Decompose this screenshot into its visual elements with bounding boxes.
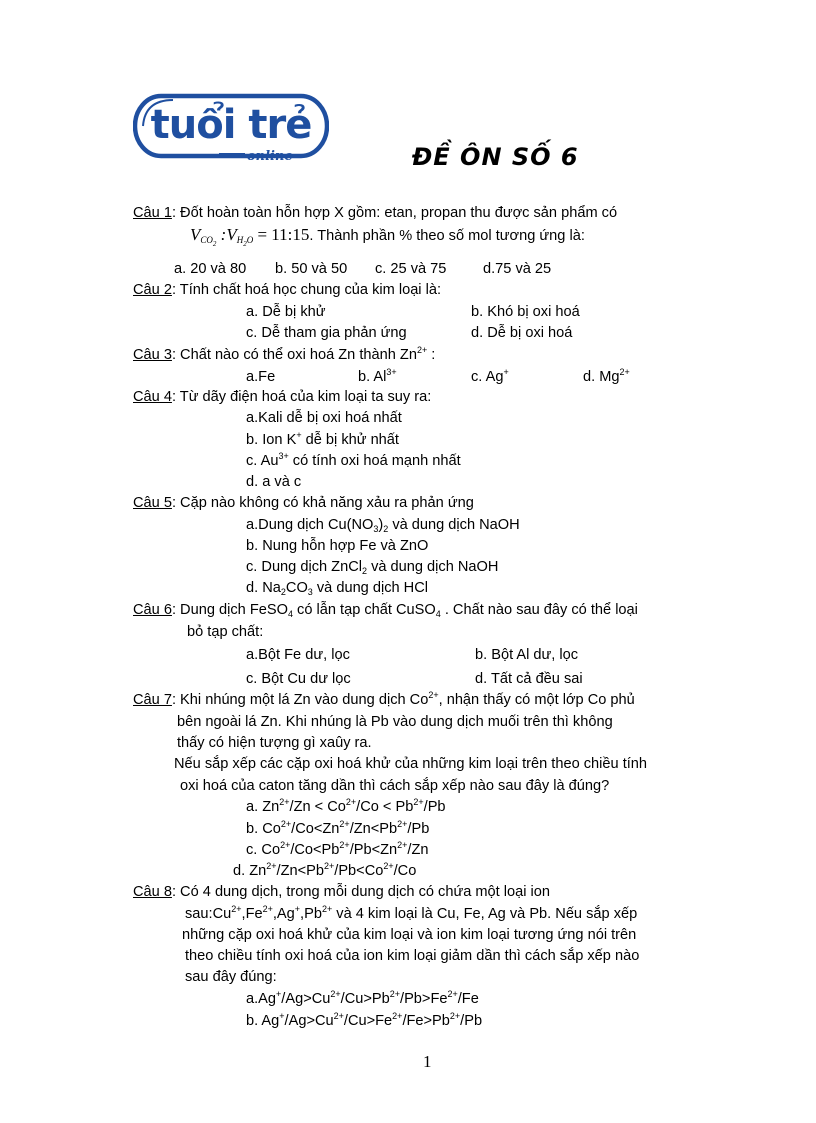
q1-ratio: 11:15 xyxy=(271,225,310,244)
q4-stem: Câu 4: Từ dãy điện hoá của kim loại ta suy ra: xyxy=(133,389,432,405)
q6-option-c: c. Bột Cu dư lọc xyxy=(246,671,351,687)
q3-option-d: d. $Mg^{2+}$ xyxy=(583,367,630,385)
q8-stem-line5: sau đây đúng: xyxy=(185,969,277,985)
q7-stem-line3: thấy có hiện tượng gì xaûy ra. xyxy=(177,735,372,751)
q2-option-a: a. Dễ bị khử xyxy=(246,304,326,320)
q3-stem: Câu 3: Chất nào có thể oxi hoá Zn thành $Zn^{2+}$ : xyxy=(133,345,436,363)
q2-option-d: d. Dễ bị oxi hoá xyxy=(471,325,573,341)
q8-option-a: $a.Ag^+/Ag>Cu^{2+}/Cu>Pb^{2+}/Pb>Fe^{2+}/Fe$ xyxy=(246,989,479,1007)
q3-option-b: b. $Al^{3+}$ xyxy=(358,367,397,385)
q6-option-b: b. Bột Al dư, lọc xyxy=(475,647,579,663)
q4-option-d: d. a và c xyxy=(246,474,302,490)
q1-option-c: c. 25 và 75 xyxy=(375,261,447,277)
q5-option-b: b. Nung hỗn hợp Fe và ZnO xyxy=(246,538,429,554)
q8-stem-line2: $sau:Cu^{2+},Fe^{2+},Ag^+,Pb^{2+}$ và 4 kim loại là Cu, Fe, Ag và Pb. Nếu sắp xếp xyxy=(185,904,638,922)
q7-stem: Câu 7: Khi nhúng một lá Zn vào dung dịch $Co^{2+}$, nhận thấy có một lớp Co phủ xyxy=(133,690,635,708)
tuoi-tre-online-logo xyxy=(133,92,329,164)
q1-option-b: b. 50 và 50 xyxy=(275,261,348,277)
q4-option-a: a.Kali dễ bị oxi hoá nhất xyxy=(246,410,402,426)
q7-stem-line2: bên ngoài lá Zn. Khi nhúng là Pb vào dung dịch muối trên thì không xyxy=(177,714,613,730)
q1-formula: $V_{CO_2}$ $:V_{H_2O}$ = 11:15 xyxy=(190,225,310,248)
q1-stem: Câu 1: Đốt hoàn toàn hỗn hợp X gồm: etan, propan thu được sản phẩm có xyxy=(133,205,618,221)
q1-option-d: d.75 và 25 xyxy=(483,261,552,277)
q8-stem-line3: những cặp oxi hoá khử của kim loại và ion kim loại tương ứng nói trên xyxy=(182,927,637,943)
page-title: ĐỀ ÔN SỐ 6 xyxy=(412,143,579,171)
q8-option-b: b. $Ag^+/Ag>Cu^{2+}/Cu>Fe^{2+}/Fe>Pb^{2+}/Pb$ xyxy=(246,1011,483,1029)
q4-option-c: c. $Au^{3+}$ có tính oxi hoá mạnh nhất xyxy=(246,451,461,469)
q5-option-a: a.Dung dịch $Cu(NO_3)_2$ và dung dịch NaOH xyxy=(246,517,520,534)
q2-stem: Câu 2: Tính chất hoá học chung của kim loại là: xyxy=(133,282,442,298)
q8-stem: Câu 8: Có 4 dung dịch, trong mỗi dung dịch có chứa một loại ion xyxy=(133,884,551,900)
q5-option-d: d. $Na_2CO_3$ và dung dịch HCl xyxy=(246,580,429,597)
q7-option-a: a. $Zn^{2+}/Zn < Co^{2+}/Co < Pb^{2+}/Pb$ xyxy=(246,797,446,815)
q2-option-b: b. Khó bị oxi hoá xyxy=(471,304,580,320)
q2-option-c: c. Dễ tham gia phản ứng xyxy=(246,325,407,341)
page-number: 1 xyxy=(423,1052,432,1071)
q1-formula-line: $V_{CO_2}$ $:V_{H_2O}$ = 11:15. Thành phần % theo số mol tương ứng là: xyxy=(190,225,585,248)
q5-option-c: c. Dung dịch ZnCl$_2$ và dung dịch NaOH xyxy=(246,559,499,576)
q1-label: Câu 1 xyxy=(133,205,172,221)
q6-stem-line2: bỏ tạp chất: xyxy=(187,624,264,640)
q5-stem: Câu 5: Cặp nào không có khả năng xảu ra phản ứng xyxy=(133,495,474,511)
q7-stem-line5: oxi hoá của caton tăng dần thì cách sắp xếp nào sau đây là đúng? xyxy=(180,778,610,794)
q3-option-a: a.Fe xyxy=(246,369,276,385)
q6-option-d: d. Tất cả đều sai xyxy=(475,671,583,687)
logo-main-text: tuổi trẻ xyxy=(150,102,312,148)
q7-option-d: d. $Zn^{2+}/Zn<Pb^{2+}/Pb<Co^{2+}/Co$ xyxy=(233,861,417,879)
q1-option-a: a. 20 và 80 xyxy=(174,261,247,277)
q6-stem: Câu 6: Dung dịch FeSO$_4$ có lẫn tạp chất CuSO$_4$ . Chất nào sau đây có thể loại xyxy=(133,602,638,619)
q7-option-c: c. $Co^{2+}/Co<Pb^{2+}/Pb<Zn^{2+}/Zn$ xyxy=(246,840,429,858)
logo-sub-text: online xyxy=(247,149,293,164)
q7-option-b: b. $Co^{2+}/Co<Zn^{2+}/Zn<Pb^{2+}/Pb$ xyxy=(246,819,430,837)
q6-option-a: a.Bột Fe dư, lọc xyxy=(246,647,350,663)
q3-option-c: c. Ag+ xyxy=(471,367,509,385)
q4-option-b: b. Ion K+ dễ bị khử nhất xyxy=(246,430,399,448)
q7-stem-line4: Nếu sắp xếp các cặp oxi hoá khử của những kim loại trên theo chiều tính xyxy=(174,756,648,772)
q8-stem-line4: theo chiều tính oxi hoá của ion kim loại giảm dần thì cách sắp xếp nào xyxy=(185,948,640,964)
